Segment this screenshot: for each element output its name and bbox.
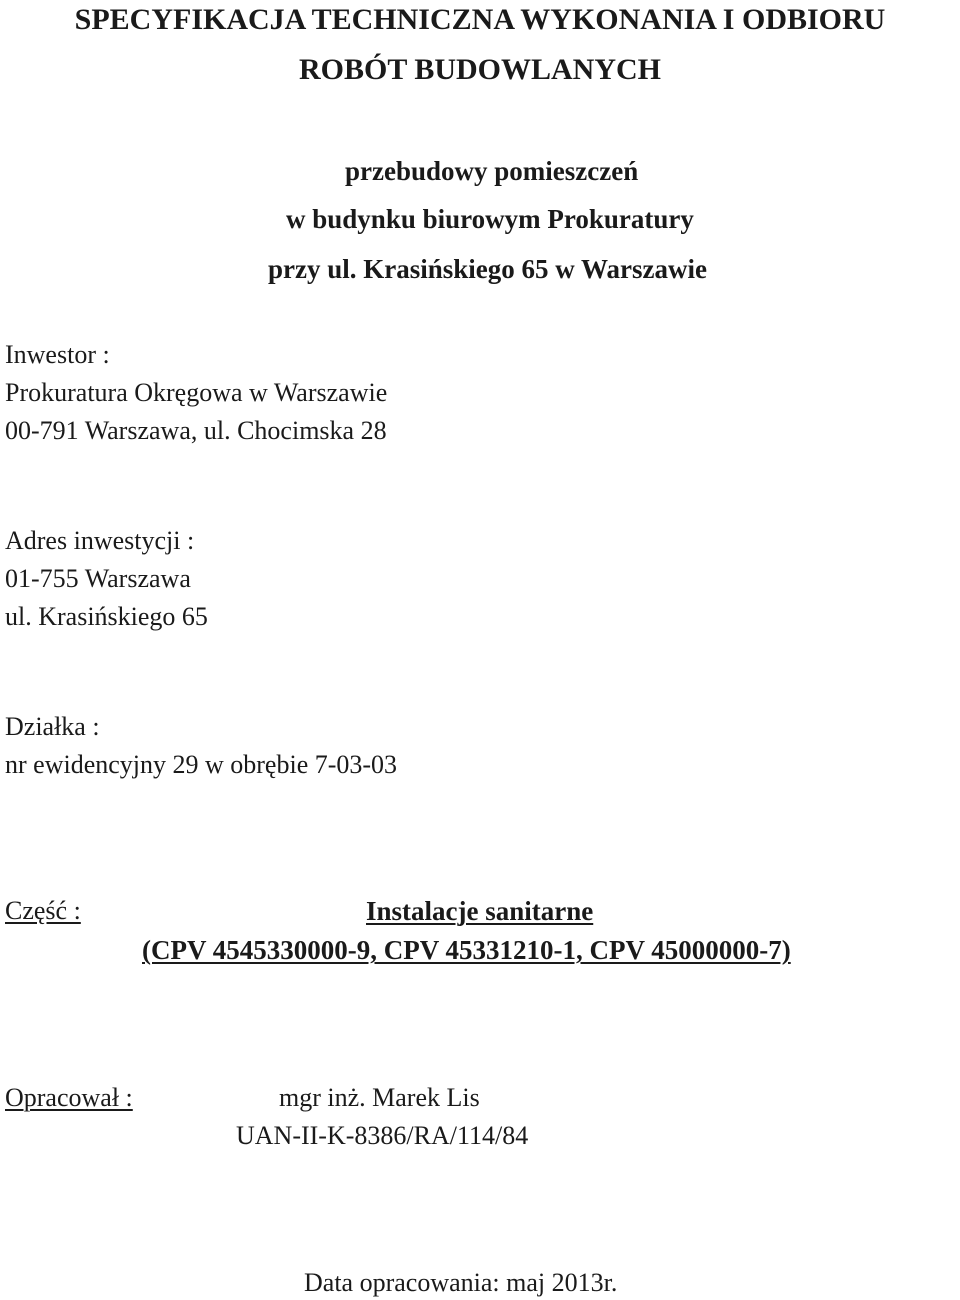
investor-label: Inwestor :: [5, 340, 110, 369]
investor-address: 00-791 Warszawa, ul. Chocimska 28: [5, 416, 387, 445]
subject-line-1: przebudowy pomieszczeń: [345, 156, 639, 186]
author-license-number: UAN-II-K-8386/RA/114/84: [236, 1121, 529, 1150]
document-title-line-1: SPECYFIKACJA TECHNICZNA WYKONANIA I ODBIORU: [74, 3, 886, 36]
preparation-date: Data opracowania: maj 2013r.: [304, 1268, 618, 1297]
document-title-line-2: ROBÓT BUDOWLANYCH: [299, 53, 661, 86]
subject-line-3: przy ul. Krasińskiego 65 w Warszawie: [268, 254, 708, 284]
author-name: mgr inż. Marek Lis: [279, 1083, 480, 1112]
author-label: Opracował :: [5, 1083, 133, 1112]
subject-line-2: w budynku biurowym Prokuratury: [286, 204, 694, 234]
plot-label: Działka :: [5, 712, 100, 741]
investment-address-city: 01-755 Warszawa: [5, 564, 191, 593]
part-title: Instalacje sanitarne: [366, 896, 594, 926]
part-label: Część :: [5, 896, 81, 925]
plot-value: nr ewidencyjny 29 w obrębie 7-03-03: [5, 750, 398, 779]
part-cpv-codes: (CPV 4545330000-9, CPV 45331210-1, CPV 45000000-7): [142, 935, 791, 965]
investor-name: Prokuratura Okręgowa w Warszawie: [5, 378, 388, 407]
investment-address-street: ul. Krasińskiego 65: [5, 602, 208, 631]
investment-address-label: Adres inwestycji :: [5, 526, 195, 555]
